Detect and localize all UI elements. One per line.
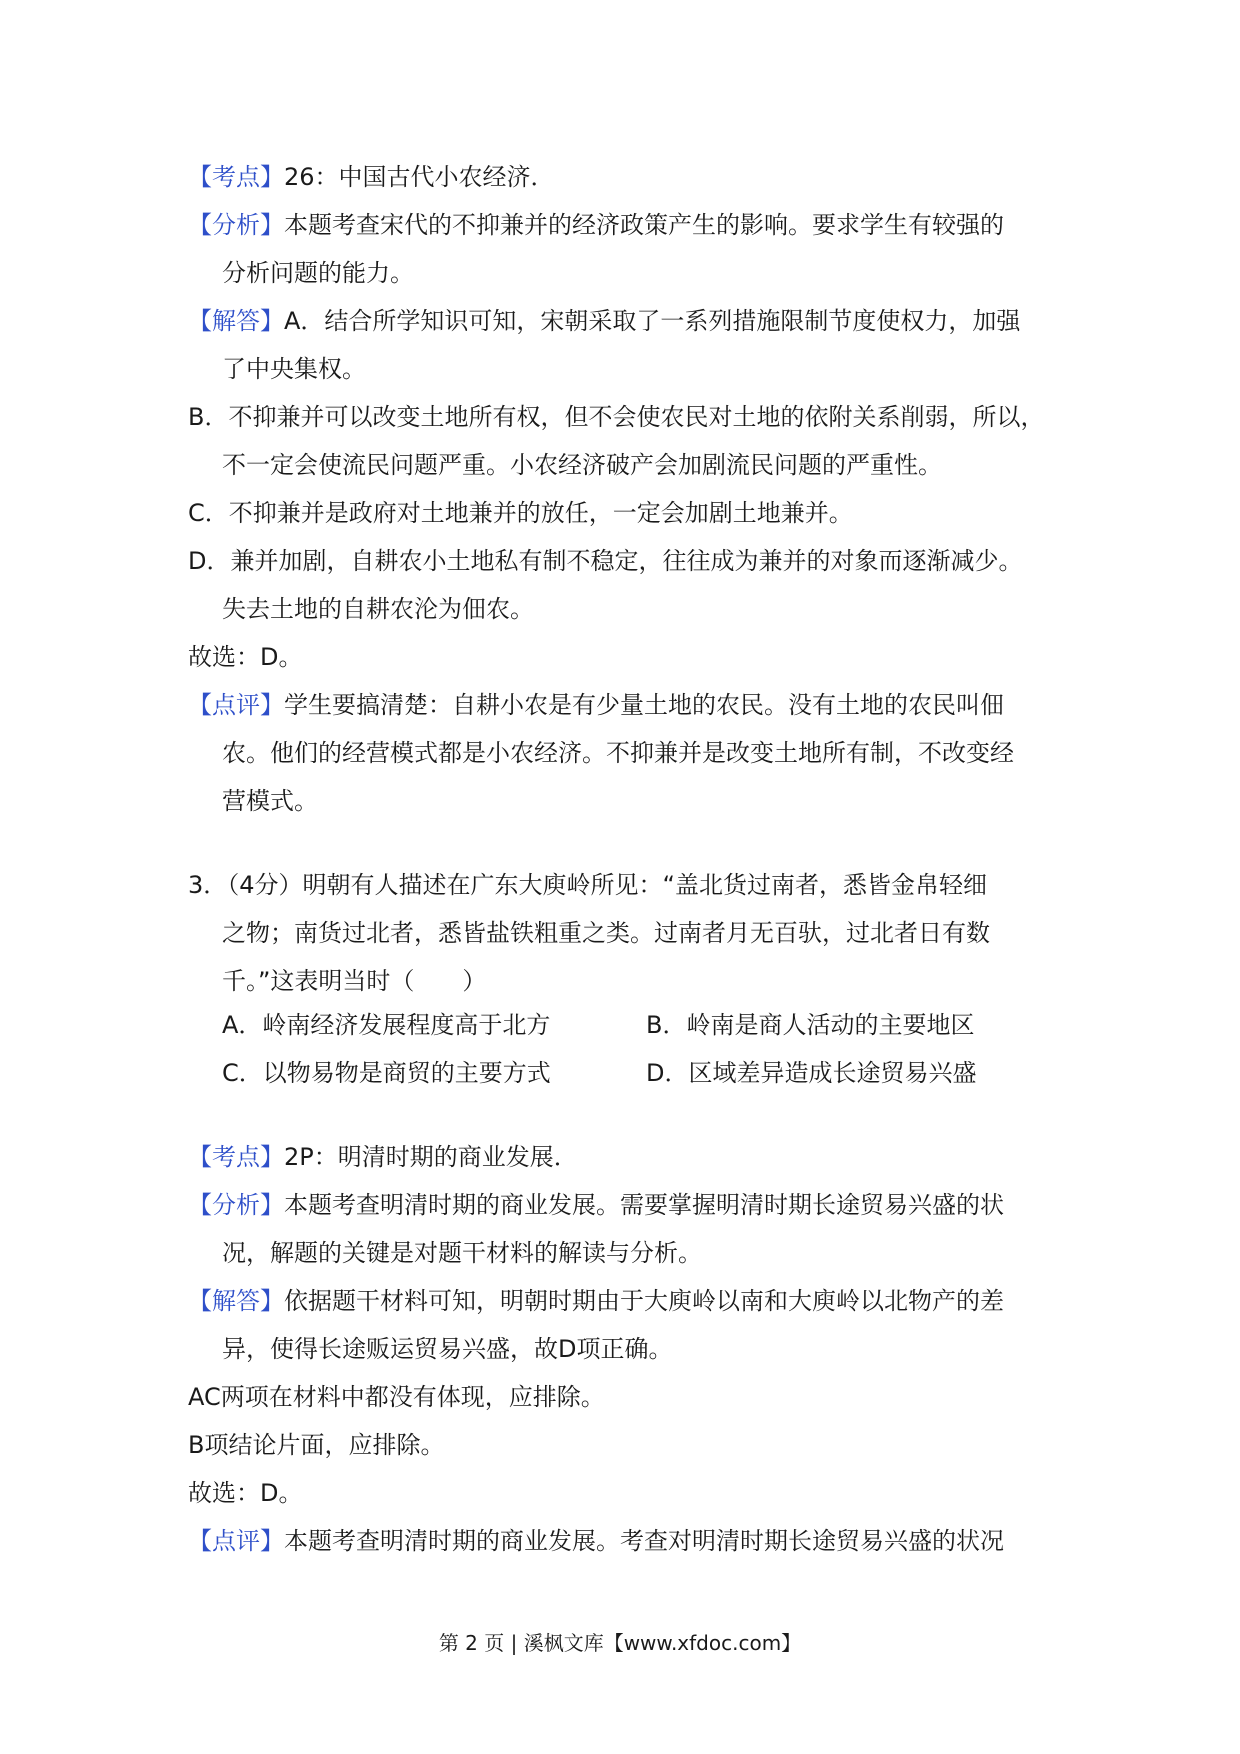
kaodian-tag: 【考点】 [188,1143,284,1171]
fenxi-line-1b [188,1188,1004,1222]
b-analysis-line: B项结论片面，应排除。 [188,1431,445,1459]
jieda-line-1b [188,1284,1004,1318]
jieda-line-2b: 异，使得长途贩运贸易兴盛，故D项正确。 [222,1335,673,1363]
option-c: C．以物易物是商贸的主要方式 [222,1059,551,1087]
option-b: B．岭南是商人活动的主要地区 [646,1011,975,1039]
question-3-line-2: 之物；南货过北者，悉皆盐铁粗重之类。过南者月无百驮，过北者日有数 [222,919,990,947]
fenxi-tag: 【分析】 [188,1191,284,1219]
option-b-analysis-line-2: 不一定会使流民问题严重。小农经济破产会加剧流民问题的严重性。 [222,451,942,479]
kaodian-line-1 [188,160,555,194]
fenxi-line-2: 分析问题的能力。 [222,259,414,287]
jieda-line-2: 了中央集权。 [222,355,366,383]
dianping-line-1b [188,1524,1004,1558]
dianping-line-1 [188,688,1004,722]
fenxi-text: 本题考查明清时期的商业发展。需要掌握明清时期长途贸易兴盛的状 [284,1191,1004,1219]
dianping-tag: 【点评】 [188,691,284,719]
jieda-text: 依据题干材料可知，明朝时期由于大庾岭以南和大庾岭以北物产的差 [284,1287,1004,1315]
answer-line: 故选：D。 [188,643,303,671]
option-d-analysis-line-2: 失去土地的自耕农沦为佃农。 [222,595,534,623]
question-3-line-1: 3．（4分）明朝有人描述在广东大庾岭所见：“盖北货过南者，悉皆金帛轻细 [188,871,987,899]
kaodian-text: 26：中国古代小农经济． [284,163,555,191]
question-3-line-3: 千。”这表明当时（ ） [222,967,487,995]
option-c-analysis-line: C．不抑兼并是政府对土地兼并的放任，一定会加剧土地兼并。 [188,499,853,527]
option-d-analysis-line-1: D．兼并加剧，自耕农小土地私有制不稳定，往往成为兼并的对象而逐渐减少。 [188,547,1023,575]
jieda-tag: 【解答】 [188,1287,284,1315]
dianping-line-3: 营模式。 [222,787,318,815]
fenxi-line-1 [188,208,1004,242]
answer-line-2: 故选：D。 [188,1479,303,1507]
fenxi-text: 本题考查宋代的不抑兼并的经济政策产生的影响。要求学生有较强的 [284,211,1004,239]
kaodian-text: 2P：明清时期的商业发展． [284,1143,578,1171]
kaodian-tag: 【考点】 [188,163,284,191]
option-a: A．岭南经济发展程度高于北方 [222,1011,551,1039]
option-d: D．区域差异造成长途贸易兴盛 [646,1059,977,1087]
fenxi-tag: 【分析】 [188,211,284,239]
jieda-tag: 【解答】 [188,307,284,335]
dianping-text: 学生要搞清楚：自耕小农是有少量土地的农民。没有土地的农民叫佃 [284,691,1004,719]
option-b-analysis-line-1: B．不抑兼并可以改变土地所有权，但不会使农民对土地的依附关系削弱，所以， [188,403,1045,431]
ac-analysis-line: AC两项在材料中都没有体现，应排除。 [188,1383,605,1411]
fenxi-line-2b: 况，解题的关键是对题干材料的解读与分析。 [222,1239,702,1267]
jieda-text: A．结合所学知识可知，宋朝采取了一系列措施限制节度使权力，加强 [284,307,1021,335]
dianping-tag: 【点评】 [188,1527,284,1555]
dianping-text: 本题考查明清时期的商业发展。考查对明清时期长途贸易兴盛的状况 [284,1527,1004,1555]
kaodian-line-2 [188,1140,578,1174]
jieda-line-1 [188,304,1020,338]
dianping-line-2: 农。他们的经营模式都是小农经济。不抑兼并是改变土地所有制，不改变经 [222,739,1014,767]
page-footer: 第 2 页 | 溪枫文库【www.xfdoc.com】 [438,1631,802,1655]
